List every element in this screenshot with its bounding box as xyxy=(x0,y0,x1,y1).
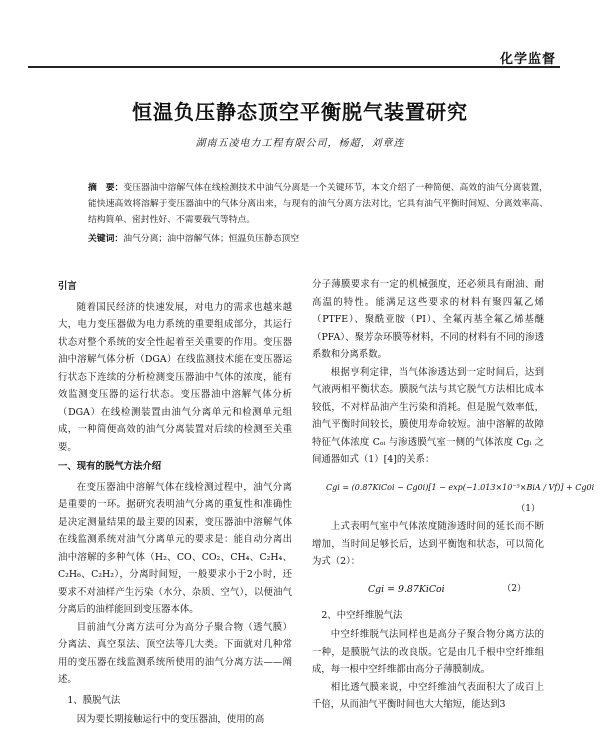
section-1-paragraph-2: 目前油气分离方法可分为高分子聚合物（透气膜）分离法、真空泵法、顶空法等几大类。下面就对几种常用的变压器在线监测系统所使用的油气分离方法——阐述。 xyxy=(58,621,292,685)
right-paragraph-4: 中空纤维脱气法同样也是高分子聚合物分离方法的一种，是膜脱气法的改良版。它是由几千根中空纤维组成，每一根中空纤维都由高分子薄膜制成。 xyxy=(312,629,544,675)
left-column xyxy=(58,276,292,729)
formula-1-expression: Cgi = (0.87KiCoi − Cg0i)[1 − exp(−1.013×10⁻⁵×BiA / Vf)] + Cg0i xyxy=(326,482,595,492)
keywords-text: 油气分离；油中溶解气体；恒温负压静态顶空 xyxy=(123,234,300,244)
equation-number-1: （1） xyxy=(516,503,540,514)
subsection-1-paragraph: 因为要长期接触运行中的变压器油，使用的高 xyxy=(76,714,265,725)
abstract-text: 变压器油中溶解气体在线检测技术中油气分离是一个关键环节，本文介绍了一种简便、高效的油气分离装置，能快速高效将溶解于变压器油中的气体分离出来，与现有的油气分离方法对比，它具有油气平衡时间短、分离效率高、结构简单、密封性好、不需要载气等特点。 xyxy=(88,183,548,225)
formula-2-expression: Cgi = 9.87KiCoi xyxy=(368,583,445,595)
formula-2 xyxy=(312,577,544,601)
intro-heading: 引言 xyxy=(58,281,77,292)
subsection-2-heading: 2、中空纤维脱气法 xyxy=(321,609,403,621)
right-paragraph-1: 分子薄膜要求有一定的机械强度，还必须具有耐油、耐高温的特性。能满足这些要求的材料有聚四氟乙烯（PTFE）、聚酰亚胺（PI）、全氟丙基全氟乙烯基醚（PFA）、聚芳杂环膜等材料，不同的材料有不同的渗透系数和分离系数。 xyxy=(312,279,544,360)
formula-1 xyxy=(312,473,595,499)
section-1-heading: 一、现有的脱气方法介绍 xyxy=(58,461,162,472)
intro-paragraph: 随着国民经济的快速发展，对电力的需求也越来越大，电力变压器做为电力系统的重要组成部分，其运行状态对整个系统的安全性起着至关重要的作用。变压器油中溶解气体分析（DGA）在线监测技术能在变压器运行状态下连续的分析检测变压器油中气体的浓度，能有效监测变压器的运行状态。变压器油中溶解气体分析（DGA）在线检测装置由油气分离单元和检测单元组成，一种简便高效的油气分离装置对后续的检测至关重要。 xyxy=(58,301,292,453)
abstract-label: 摘 要： xyxy=(88,183,124,193)
journal-section-label: 化学监督 xyxy=(499,52,556,67)
right-paragraph-3: 上式表明气室中气体浓度随渗透时间的延长而不断增加，当时间足够长后，达到平衡饱和状态，可以简化为式（2）： xyxy=(312,521,544,567)
keywords xyxy=(88,232,548,246)
equation-number-2: （2） xyxy=(502,583,526,594)
right-paragraph-5: 相比透气膜来说，中空纤维油气表面积大了成百上千倍，从而油气平衡时间也大大缩短，能达到3 xyxy=(312,681,544,710)
abstract xyxy=(88,180,548,228)
right-column xyxy=(312,276,595,714)
article-authors: 湖南五凌电力工程有限公司，杨超，刘章连 xyxy=(195,138,405,149)
subsection-1-heading: 1、膜脱气法 xyxy=(67,694,121,706)
article-title: 恒温负压静态顶空平衡脱气装置研究 xyxy=(132,100,468,124)
header-rule xyxy=(28,66,560,68)
right-paragraph-2: 根据亨利定律，当气体渗透达到一定时间后，达到气液两相平衡状态。膜脱气法与其它脱气方法相比成本较低，不对样品油产生污染和消耗。但是脱气效率低，油气平衡时间较长，膜使用寿命较短。油中溶解的故障特征气体浓度 Cₒᵢ 与渗透膜气室一侧的气体浓度 Cgᵢ 之间通器如式（1）[4]的关系： xyxy=(312,366,544,465)
section-1-paragraph-1: 在变压器油中溶解气体在线检测过程中，油气分离是重要的一环。据研究表明油气分离的重复性和准确性是决定测量结果的最主要的因素，变压器油中溶解气体在线监测系统对油气分离单元的要求是：能自动分离出油中溶解的多种气体（H₂、CO、CO₂、CH₄、C₂H₄、C₂H₆、C₂H₂），分离时间短，一般要求小于2小时，还要求不对油样产生污染（水分、杂质、空气），以便油气分离后的油样能回到变压器本体。 xyxy=(58,481,292,615)
keywords-label: 关键词： xyxy=(88,234,124,244)
